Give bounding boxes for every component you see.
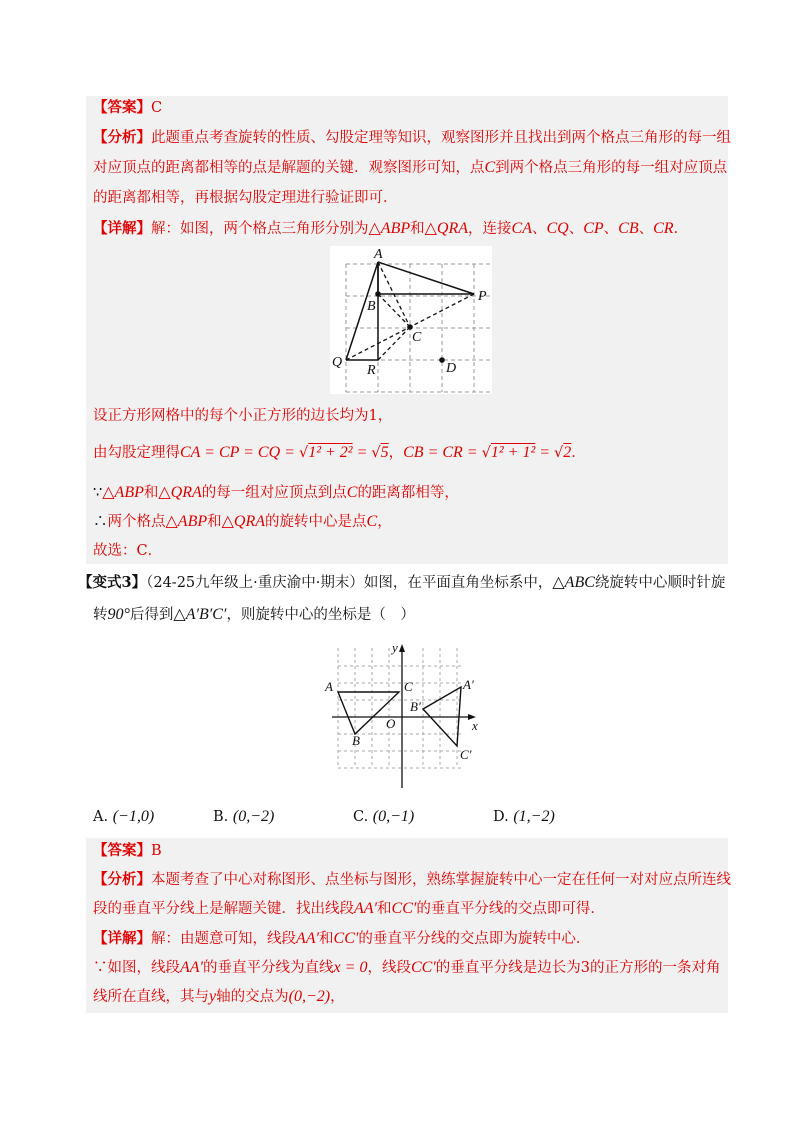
label-C: C (404, 679, 413, 694)
label-D: D (446, 361, 457, 376)
option-d[interactable]: D. (1,−2) (493, 808, 555, 825)
sqrt-symbol: √ (298, 445, 309, 461)
step-1: 设正方形网格中的每个小正方形的边长均为1， (93, 408, 393, 424)
label-R: R (367, 363, 376, 378)
answer-2: 【答案】B (93, 842, 162, 859)
analysis-2-line-2: 段的垂直平分线上是解题关键．找出线段AA′和CC′的垂直平分线的交点即可得． (93, 900, 605, 917)
option-c[interactable]: C. (0,−1) (353, 808, 415, 825)
analysis-1-line-2: 对应顶点的距离都相等的点是解题的关键．观察图形可知，点C到两个格点三角形的每一组对应顶点 (93, 159, 728, 176)
axis-x-label: x (472, 718, 478, 733)
label-C-prime: C′ (460, 747, 472, 762)
analysis-1-line-1: 【分析】此题重点考查旋转的性质、勾股定理等知识，观察图形并且找出到两个格点三角形的每一组 (93, 129, 731, 146)
detail-2-line-2: ∵如图，线段AA′的垂直平分线为直线x = 0，线段CC′的垂直平分线是边长为3的正方形的一条对角 (93, 959, 721, 976)
label-Q: Q (332, 355, 343, 370)
analysis-2-line-1: 【分析】本题考查了中心对称图形、点坐标与图形，熟练掌握旋转中心一定在任何一对对应点所连线 (93, 871, 731, 888)
variant-3-line-2: 转90°后得到△A′B′C′，则旋转中心的坐标是（ ） (93, 606, 415, 623)
origin-label: O (386, 716, 396, 731)
step-5: 故选：C． (93, 543, 163, 559)
detail-1: 【详解】解：如图，两个格点三角形分别为△ABP和△QRA，连接CA、CQ、CP、CB、CR． (93, 220, 689, 237)
sqrt-symbol: √ (554, 445, 564, 461)
analysis-1-line-3: 的距离都相等，再根据勾股定理进行验证即可． (93, 190, 398, 206)
step-3: ∵△ABP和△QRA的每一组对应顶点到点C的距离都相等， (93, 484, 459, 501)
axis-y-label: y (392, 640, 398, 655)
sqrt-symbol: √ (481, 445, 491, 461)
label-B-prime: B′ (410, 699, 421, 714)
detail-2-line-3: 线所在直线，其与y轴的交点为(0,−2)， (93, 988, 345, 1005)
label-B: B (352, 733, 360, 748)
variant-3-line-1: 【变式3】（24-25九年级上·重庆渝中·期末）如图，在平面直角坐标系中，△ABC绕旋转中心顺时针旋 (78, 574, 726, 591)
sqrt-symbol: √ (371, 445, 381, 461)
label-A-prime: A′ (463, 677, 474, 692)
option-a[interactable]: A. (−1,0) (93, 808, 155, 825)
coordinate-figure-2 (322, 638, 494, 790)
answer-1: 【答案】C (93, 99, 163, 116)
step-4: ∴两个格点△ABP和△QRA的旋转中心是点C， (93, 513, 392, 530)
step-2: 由勾股定理得CA = CP = CQ = √1² + 2² = √5，CB = CR = √1² + 1² = √2． (93, 444, 586, 461)
grid-figure-1 (330, 246, 492, 394)
label-C: C (412, 330, 422, 345)
detail-2-line-1: 【详解】解：由题意可知，线段AA′和CC′的垂直平分线的交点即为旋转中心． (93, 930, 591, 947)
label-A: A (374, 247, 383, 262)
label-P: P (478, 289, 487, 304)
label-A: A (325, 679, 333, 694)
label-B: B (367, 299, 376, 314)
option-b[interactable]: B. (0,−2) (213, 808, 275, 825)
